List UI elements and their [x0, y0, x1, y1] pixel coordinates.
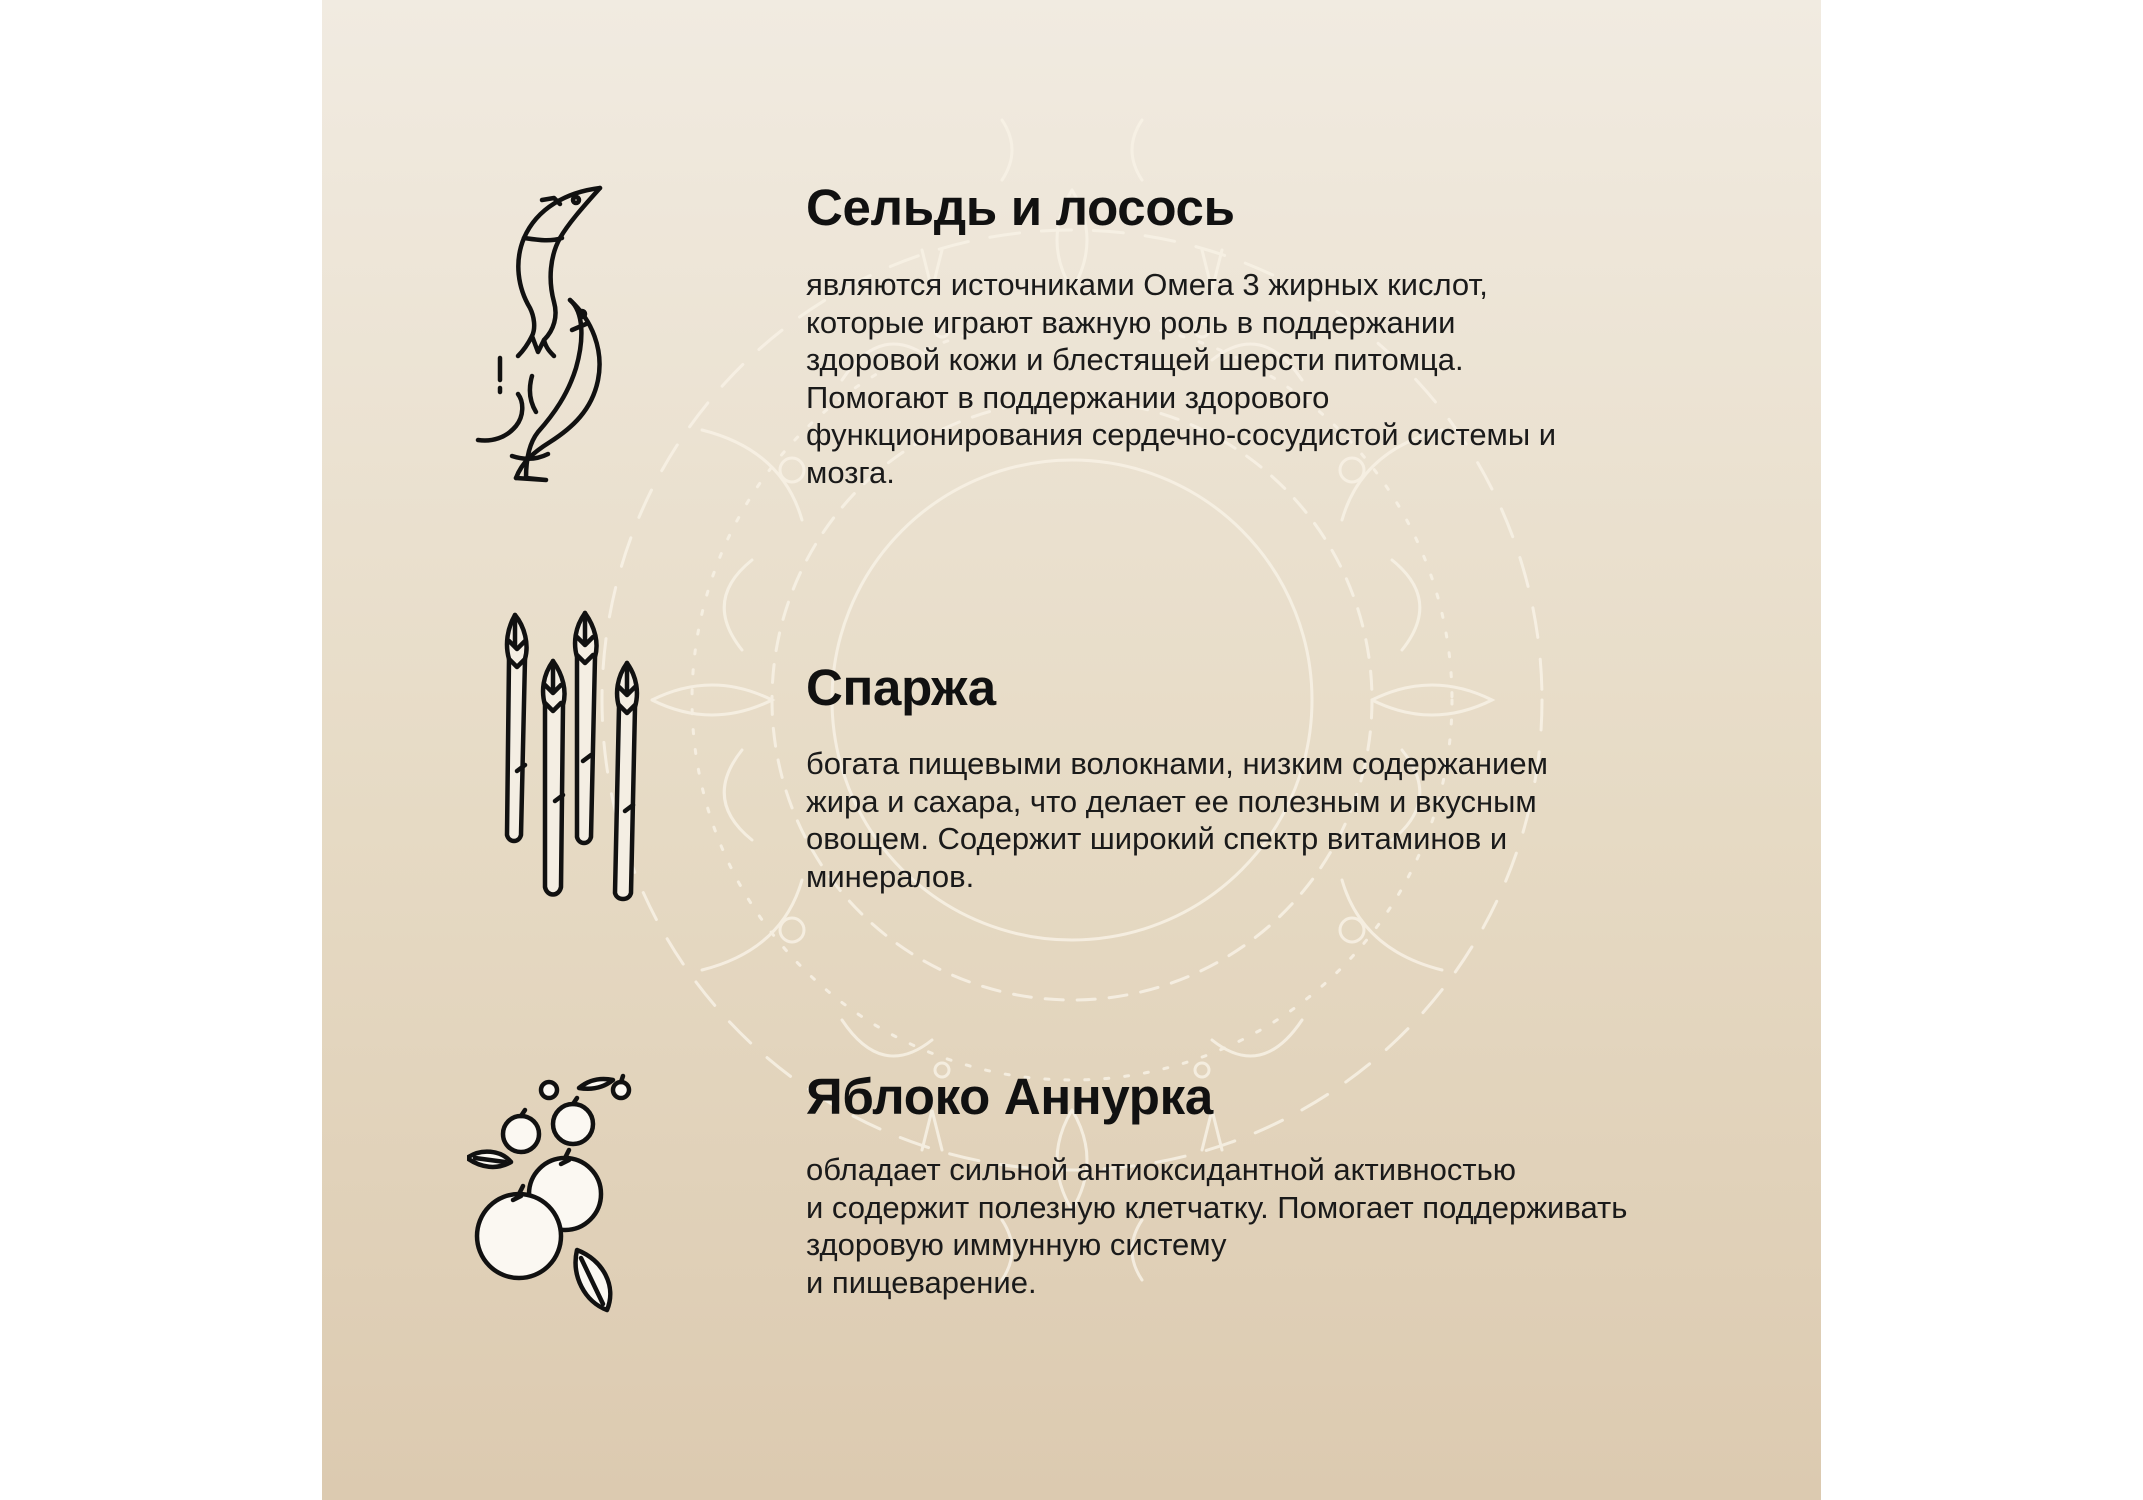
description-line: и содержит полезную клетчатку. Помогает поддерживать — [806, 1189, 1628, 1225]
description-line: овощем. Содержит широкий спектр витаминов и — [806, 821, 1508, 856]
description-line: здоровой кожи и блестящей шерсти питомца. — [806, 342, 1464, 377]
ingredient-description — [806, 1151, 1627, 1301]
fish-icon — [472, 180, 642, 490]
description-line: и пищеварение. — [806, 1264, 1037, 1300]
description-line: обладает сильной антиоксидантной активностью — [806, 1152, 1517, 1187]
description-line: мозга. — [806, 454, 895, 490]
description-line: функционирования сердечно-сосудистой системы и — [806, 417, 1557, 452]
ingredient-title: Сельдь и лосось — [806, 179, 1235, 236]
ingredient-description — [806, 266, 1556, 491]
ingredients-card — [322, 0, 1821, 1500]
description-line: здоровую иммунную систему — [806, 1227, 1227, 1262]
ingredient-title: Спаржа — [806, 659, 996, 716]
description-line: минералов. — [806, 858, 975, 894]
description-line: богата пищевыми волокнами, низким содержанием — [806, 746, 1548, 781]
description-line: Помогают в поддержании здорового — [806, 379, 1330, 415]
ingredient-description — [806, 745, 1548, 895]
ingredient-title: Яблоко Аннурка — [806, 1068, 1213, 1125]
apples-icon — [467, 1070, 687, 1315]
asparagus-icon — [497, 605, 657, 905]
description-line: жира и сахара, что делает ее полезным и вкусным — [806, 783, 1537, 819]
description-line: которые играют важную роль в поддержании — [806, 304, 1456, 340]
description-line: являются источниками Омега 3 жирных кислот, — [806, 267, 1488, 302]
